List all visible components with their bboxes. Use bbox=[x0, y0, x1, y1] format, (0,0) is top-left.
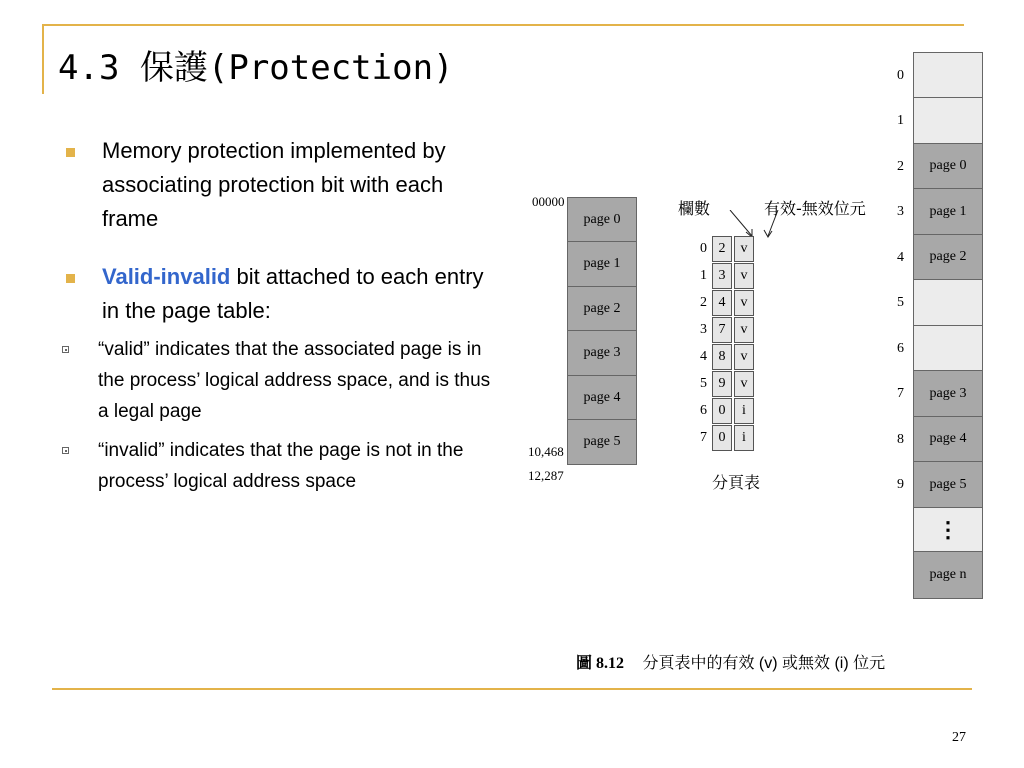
logical-end-address-2: 12,287 bbox=[528, 468, 564, 483]
page-table-index: 6 bbox=[700, 403, 707, 418]
bullet-item bbox=[62, 134, 492, 236]
logical-page: page 0 bbox=[567, 197, 637, 243]
bullet-highlight: Valid-invalid bbox=[102, 264, 231, 289]
physical-frame bbox=[913, 52, 983, 99]
square-bullet-icon bbox=[66, 274, 75, 283]
page-table-frame-cell: 0 bbox=[712, 398, 732, 424]
physical-memory bbox=[913, 53, 983, 599]
physical-frame bbox=[913, 279, 983, 326]
physical-frame-index: 3 bbox=[897, 204, 904, 219]
physical-frame-index: 0 bbox=[897, 67, 904, 83]
physical-frame bbox=[913, 97, 983, 144]
page-table-frame-header: 欄數 bbox=[678, 199, 711, 218]
page-table-bit-cell: v bbox=[734, 290, 754, 316]
page-table-row bbox=[700, 263, 770, 289]
page-table-row bbox=[700, 425, 770, 451]
page-table-row bbox=[700, 236, 770, 262]
page-table-index: 4 bbox=[700, 349, 707, 364]
title-left-rule bbox=[42, 24, 44, 94]
physical-frame: page 0 bbox=[913, 143, 983, 190]
page-table-bit-cell: v bbox=[734, 344, 754, 370]
logical-page: page 3 bbox=[567, 330, 637, 376]
page-table-frame-cell: 0 bbox=[712, 425, 732, 451]
logical-page: page 4 bbox=[567, 375, 637, 421]
page-table-frame-cell: 2 bbox=[712, 236, 732, 262]
page-table-index: 0 bbox=[700, 241, 707, 256]
page-table-index: 1 bbox=[700, 268, 707, 283]
page-table-label: 分頁表 bbox=[712, 473, 761, 492]
page-table-bit-cell: v bbox=[734, 317, 754, 343]
page-number: 27 bbox=[952, 730, 966, 745]
page-table-index: 3 bbox=[700, 322, 707, 337]
page-table-row bbox=[700, 398, 770, 424]
ellipsis-icon: ⋮ bbox=[913, 507, 983, 553]
page-table-bit-cell: i bbox=[734, 425, 754, 451]
page-table-frame-cell: 8 bbox=[712, 344, 732, 370]
physical-frame bbox=[913, 325, 983, 372]
page-table-bit-header: 有效-無效位元 bbox=[764, 199, 866, 218]
page-table-bit-cell: v bbox=[734, 236, 754, 262]
page-table-frame-cell: 3 bbox=[712, 263, 732, 289]
page-table-row bbox=[700, 317, 770, 343]
figure-label: 圖 8.12 bbox=[576, 655, 625, 672]
page-table-frame-cell: 9 bbox=[712, 371, 732, 397]
page-table-index: 7 bbox=[700, 430, 707, 445]
page-table-frame-cell: 4 bbox=[712, 290, 732, 316]
sub-bullet-item bbox=[62, 334, 492, 427]
logical-start-address: 00000 bbox=[532, 194, 565, 209]
bullet-list bbox=[62, 134, 492, 505]
physical-frame-index: 4 bbox=[897, 249, 904, 265]
logical-memory bbox=[567, 198, 637, 465]
slide-title: 4.3 保護(Protection) bbox=[58, 48, 454, 88]
figure-caption bbox=[576, 650, 885, 673]
physical-frame-index: 5 bbox=[897, 295, 904, 310]
page-table-index: 5 bbox=[700, 376, 707, 391]
bullet-text: bit attached to each entry in the page table: bbox=[102, 264, 484, 323]
physical-frame-index: 6 bbox=[897, 340, 904, 356]
logical-end-address-1: 10,468 bbox=[528, 444, 564, 459]
bullet-text: Memory protection implemented by associating protection bit with each frame bbox=[102, 138, 446, 231]
page-table-bit-cell: v bbox=[734, 263, 754, 289]
physical-frame-index: 1 bbox=[897, 113, 904, 128]
page-table-bit-cell: i bbox=[734, 398, 754, 424]
physical-frame-index: 2 bbox=[897, 158, 904, 174]
logical-page: page 5 bbox=[567, 419, 637, 465]
physical-frame: page 4 bbox=[913, 416, 983, 463]
logical-page: page 1 bbox=[567, 241, 637, 287]
caption-text: 分頁表中的有效 (v) 或無效 (i) 位元 bbox=[642, 655, 886, 672]
physical-frame: page 3 bbox=[913, 370, 983, 417]
physical-frame: page 2 bbox=[913, 234, 983, 281]
page-table-frame-cell: 7 bbox=[712, 317, 732, 343]
sub-bullet-text: “invalid” indicates that the page is not in the process’ logical address space bbox=[98, 440, 464, 492]
hollow-square-bullet-icon bbox=[62, 346, 69, 353]
page-table-row bbox=[700, 371, 770, 397]
physical-frame-index: 7 bbox=[897, 386, 904, 401]
logical-page: page 2 bbox=[567, 286, 637, 332]
page-table-index: 2 bbox=[700, 295, 707, 310]
sub-bullet-text: “valid” indicates that the associated page is in the process’ logical address space, and is thus a legal page bbox=[98, 339, 491, 422]
footer-rule bbox=[52, 688, 972, 690]
page-table-row bbox=[700, 290, 770, 316]
bullet-item bbox=[62, 260, 492, 328]
physical-frame: page 1 bbox=[913, 188, 983, 235]
page-table-bit-cell: v bbox=[734, 371, 754, 397]
square-bullet-icon bbox=[66, 148, 75, 157]
hollow-square-bullet-icon bbox=[62, 447, 69, 454]
physical-frame: page n bbox=[913, 551, 983, 599]
physical-frame-index: 8 bbox=[897, 431, 904, 447]
physical-frame: page 5 bbox=[913, 461, 983, 508]
title-top-rule bbox=[42, 24, 964, 26]
physical-frame-index: 9 bbox=[897, 477, 904, 492]
page-table-row bbox=[700, 344, 770, 370]
sub-bullet-item bbox=[62, 435, 492, 497]
